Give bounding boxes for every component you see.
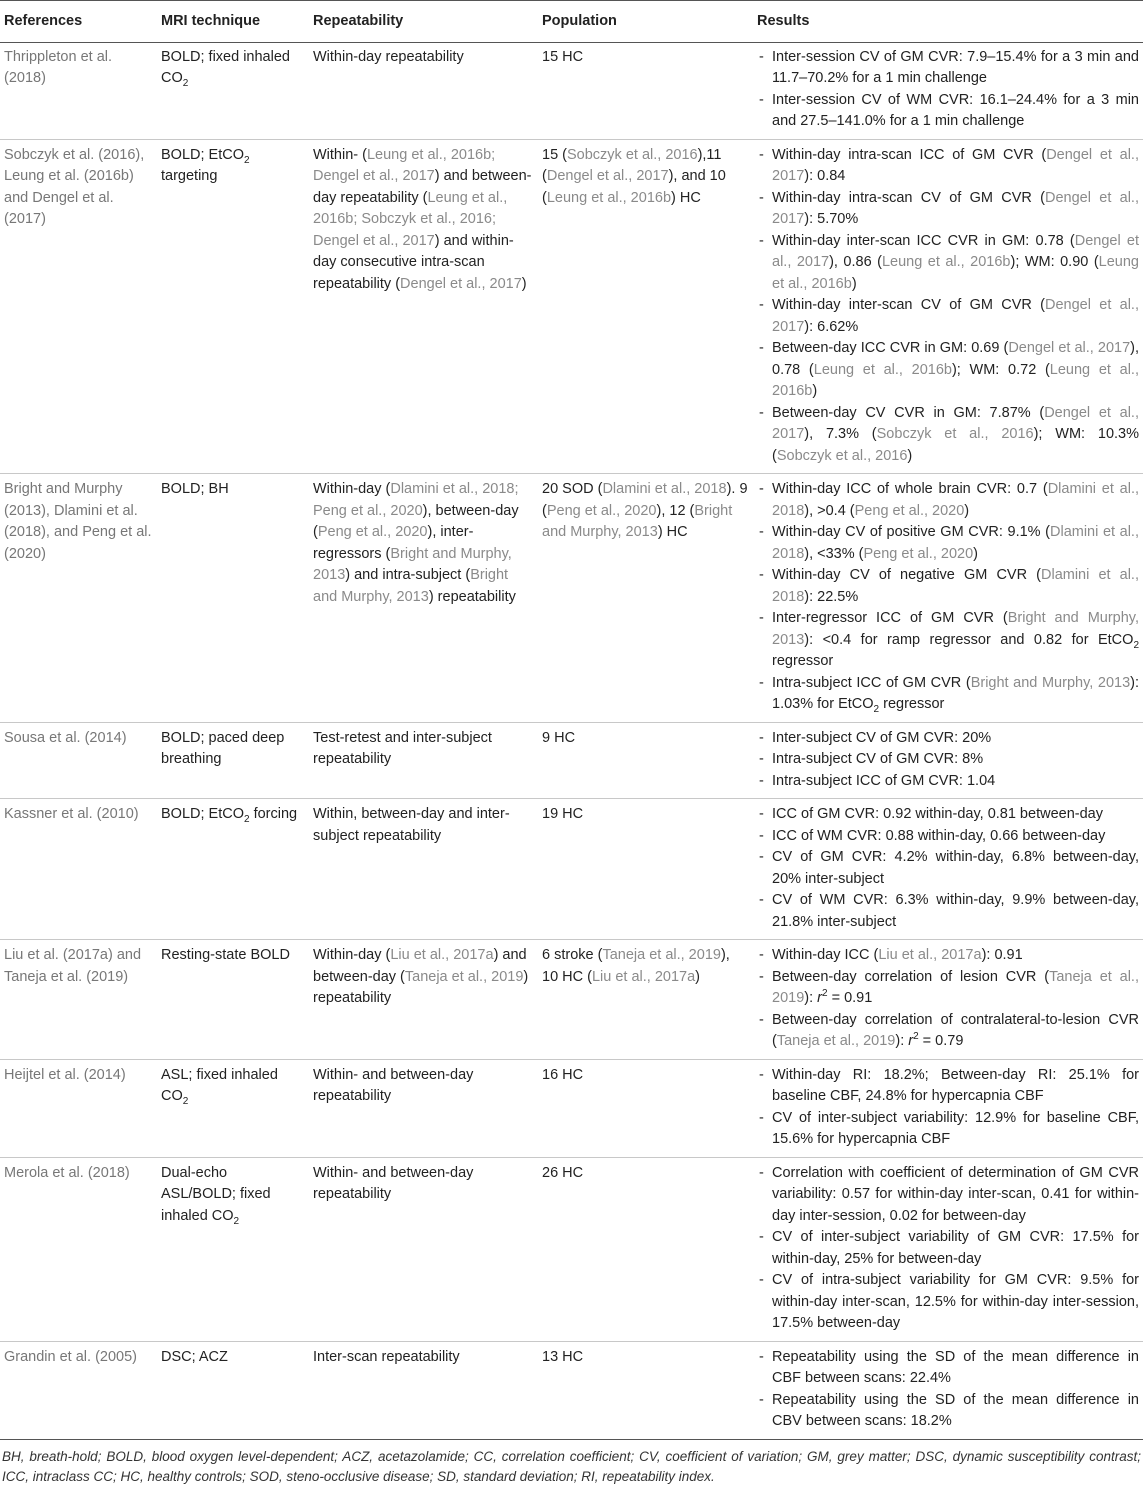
text-segment: CV of inter-subject variability: 12.9% for baseline CBF, 15.6% for hypercapnia CBF [772, 1109, 1139, 1147]
results-list [757, 804, 1139, 933]
text-segment: = 0.91 [827, 990, 873, 1006]
text-segment: Within-day CV of negative GM CVR ( [772, 567, 1041, 583]
cell-population [538, 139, 753, 474]
text-segment: Inter-regressor ICC of GM CVR ( [772, 610, 1008, 626]
citation-link[interactable]: Leung et al., 2016b; Sobczyk et al., 2016; Dengel et al., 2017 [313, 189, 508, 249]
text-segment: ) repeatability [313, 968, 529, 1006]
italic-symbol: r [908, 1033, 914, 1049]
citation-link[interactable]: Liu et al., 2017a [591, 968, 696, 985]
citation-link[interactable]: Peng et al., 2020 [546, 502, 657, 519]
text-segment: 6 stroke ( [542, 947, 603, 963]
text-segment: ) [851, 275, 857, 292]
cell-mri-technique [157, 1059, 309, 1157]
text-segment: Within-day RI: 18.2%; Between-day RI: 25.1% for baseline CBF, 24.8% for hypercapnia CBF [772, 1066, 1139, 1104]
cell-results [753, 799, 1143, 940]
text-segment: 15 ( [542, 146, 567, 163]
text-segment: ),11 ( [542, 146, 722, 184]
cell-reference[interactable]: Heijtel et al. (2014) [0, 1059, 157, 1157]
header-results: Results [753, 1, 1143, 43]
result-item [757, 1390, 1139, 1433]
cell-reference[interactable]: Sobczyk et al. (2016), Leung et al. (2016b) and Dengel et al. (2017) [0, 139, 157, 474]
citation-link[interactable]: Dengel et al., 2017 [546, 168, 669, 184]
cell-mri-technique [157, 1157, 309, 1341]
text-segment: Resting-state BOLD [161, 947, 290, 963]
cell-population [538, 940, 753, 1060]
citation-link[interactable]: Dlamini et al., 2018 [772, 524, 1139, 562]
result-item [757, 608, 1139, 673]
results-list [757, 945, 1139, 1053]
text-segment: ): [895, 1033, 909, 1049]
cell-mri-technique [157, 799, 309, 940]
citation-link[interactable]: Dlamini et al., 2018 [772, 567, 1139, 605]
text-segment: BOLD; BH [161, 481, 229, 497]
text-segment: Within-day CV of positive GM CVR: 9.1% ( [772, 524, 1050, 540]
cell-results [753, 1059, 1143, 1157]
cell-reference[interactable]: Bright and Murphy (2013), Dlamini et al. (2018), and Peng et al. (2020) [0, 474, 157, 723]
cell-results [753, 940, 1143, 1060]
text-segment: ): <0.4 for ramp regressor and 0.82 for EtCO [804, 631, 1134, 648]
table-row [0, 799, 1143, 940]
text-segment: 26 HC [542, 1164, 584, 1181]
citation-link[interactable]: Dlamini et al., 2018 [602, 481, 727, 497]
result-item [757, 188, 1139, 231]
text-segment: CV of inter-subject variability of GM CVR: 17.5% for within-day, 25% for between-day [772, 1229, 1139, 1267]
result-item [757, 728, 1139, 750]
table-row [0, 1341, 1143, 1439]
text-segment: Within-day intra-scan ICC of GM CVR ( [772, 146, 1047, 163]
subscript: 2 [1133, 639, 1139, 651]
text-segment: BOLD; fixed inhaled CO [161, 48, 290, 86]
result-item [757, 847, 1139, 890]
text-segment: targeting [161, 168, 218, 184]
citation-link[interactable]: Taneja et al., 2019 [602, 947, 721, 963]
cell-reference[interactable]: Liu et al. (2017a) and Taneja et al. (2019) [0, 940, 157, 1060]
citation-link[interactable]: Taneja et al., 2019 [772, 968, 1139, 1006]
text-segment: Intra-subject ICC of GM CVR: 1.04 [772, 772, 996, 789]
cell-population [538, 1341, 753, 1439]
text-segment: CV of GM CVR: 4.2% within-day, 6.8% between-day, 20% inter-subject [772, 849, 1139, 887]
text-segment: Within- and between-day repeatability [313, 1164, 474, 1202]
cell-repeatability [309, 139, 538, 474]
citation-link[interactable]: Dengel et al., 2017 [772, 297, 1139, 335]
citation-link[interactable]: Dengel et al., 2017 [400, 275, 522, 292]
cell-population [538, 42, 753, 139]
citation-link[interactable]: Peng et al., 2020 [863, 545, 974, 562]
cell-reference[interactable]: Grandin et al. (2005) [0, 1341, 157, 1439]
table-row [0, 42, 1143, 139]
result-item [757, 522, 1139, 565]
text-segment: ) HC [657, 524, 688, 540]
text-segment: ) and between-day ( [313, 947, 527, 985]
text-segment: Within-day inter-scan CV of GM CVR ( [772, 297, 1045, 313]
text-segment: Within- and between-day repeatability [313, 1066, 474, 1104]
text-segment: 19 HC [542, 806, 584, 822]
text-segment: ): 5.70% [804, 211, 859, 227]
text-segment: ), 12 ( [656, 502, 695, 519]
text-segment: Between-day correlation of lesion CVR ( [772, 968, 1050, 985]
text-segment: ); WM: 0.72 ( [951, 361, 1050, 378]
superscript: 2 [913, 1031, 919, 1043]
text-segment: = 0.79 [918, 1033, 964, 1049]
subscript: 2 [244, 154, 250, 166]
text-segment: ) HC [671, 189, 701, 206]
cell-repeatability [309, 722, 538, 799]
cell-results [753, 1157, 1143, 1341]
citation-link[interactable]: Peng et al., 2020 [854, 502, 965, 519]
text-segment: Within- ( [313, 146, 367, 163]
result-item [757, 1270, 1139, 1335]
text-segment: Repeatability using the SD of the mean difference in CBV between scans: 18.2% [772, 1391, 1139, 1429]
result-item [757, 749, 1139, 771]
table-row [0, 722, 1143, 799]
table-row [0, 474, 1143, 723]
citation-link[interactable]: Leung et al., 2016b [772, 254, 1139, 292]
superscript: 2 [822, 988, 828, 1000]
text-segment: ), and 10 ( [542, 168, 726, 206]
text-segment: ICC of WM CVR: 0.88 within-day, 0.66 between-day [772, 827, 1106, 844]
text-segment: ); WM: 0.90 ( [1010, 254, 1099, 270]
text-segment: CV of intra-subject variability for GM CVR: 9.5% for within-day inter-scan, 12.5% for within-day inter-session, 17.5% between-day [772, 1272, 1139, 1331]
text-segment: Correlation with coefficient of determination of GM CVR variability: 0.57 for within-day inter-scan, 0.41 for within-day inter-session, 0.02 for between-day [772, 1164, 1139, 1224]
citation-link[interactable]: Liu et al., 2017a [878, 947, 982, 963]
text-segment: Within-day intra-scan CV of GM CVR ( [772, 189, 1045, 206]
text-segment: Within-day ( [313, 481, 391, 497]
text-segment: forcing [249, 806, 298, 822]
text-segment: ASL; fixed inhaled CO [161, 1066, 278, 1104]
cell-repeatability [309, 42, 538, 139]
cell-population [538, 1059, 753, 1157]
text-segment: ) repeatability [428, 588, 516, 605]
cell-population [538, 1157, 753, 1341]
header-references: References [0, 1, 157, 43]
citation-link[interactable]: Bright and Murphy, 2013 [772, 610, 1139, 648]
table-body [0, 42, 1143, 1439]
result-item [757, 47, 1139, 90]
cell-results [753, 722, 1143, 799]
subscript: 2 [873, 703, 880, 715]
text-segment: Between-day correlation of contralateral-to-lesion CVR ( [772, 1011, 1139, 1049]
citation-link[interactable]: Bright and Murphy, 2013 [313, 545, 512, 583]
result-item [757, 403, 1139, 468]
cell-repeatability [309, 1059, 538, 1157]
subscript: 2 [182, 1095, 189, 1107]
result-item [757, 1108, 1139, 1151]
result-item [757, 771, 1139, 793]
results-list [757, 145, 1139, 468]
table-header [0, 1, 1143, 43]
citation-link[interactable]: Dlamini et al., 2018; Peng et al., 2020 [313, 481, 519, 519]
result-item [757, 804, 1139, 826]
text-segment: Between-day CV CVR in GM: 7.87% ( [772, 404, 1045, 421]
header-population: Population [538, 1, 753, 43]
result-item [757, 565, 1139, 608]
table-row [0, 1059, 1143, 1157]
citation-link[interactable]: Sobczyk et al., 2016 [876, 426, 1034, 442]
result-item [757, 1163, 1139, 1228]
text-segment: ICC of GM CVR: 0.92 within-day, 0.81 between-day [772, 806, 1103, 822]
result-item [757, 295, 1139, 338]
result-item [757, 945, 1139, 967]
text-segment: Intra-subject CV of GM CVR: 8% [772, 751, 984, 767]
text-segment: ), between-day ( [313, 502, 519, 540]
result-item [757, 145, 1139, 188]
text-segment: ) and intra-subject ( [345, 567, 471, 583]
table-footnote: BH, breath-hold; BOLD, blood oxygen level-dependent; ACZ, acetazolamide; CC, correlation coefficient; CV, coefficient of variation; GM, grey matter; DSC, dynamic susceptibility contrast; ICC, intraclass CC; HC, healthy controls; SOD, steno-occlusive disease; SD, standard deviation; RI, repeatability index. [2, 1448, 1141, 1484]
header-row [0, 1, 1143, 43]
cell-population [538, 799, 753, 940]
citation-link[interactable]: Leung et al., 2016b [813, 361, 952, 378]
citation-link[interactable]: Dengel et al., 2017 [772, 189, 1139, 227]
citation-link[interactable]: Dengel et al., 2017 [772, 232, 1139, 270]
citation-link[interactable]: Dengel et al., 2017 [772, 404, 1139, 442]
text-segment: ). 9 ( [542, 481, 748, 519]
text-segment: Inter-session CV of WM CVR: 16.1–24.4% for a 3 min and 27.5–141.0% for a 1 min challenge [772, 91, 1139, 129]
cell-repeatability [309, 940, 538, 1060]
text-segment: Intra-subject ICC of GM CVR ( [772, 674, 971, 691]
citation-link[interactable]: Leung et al., 2016b [546, 189, 672, 206]
result-item [757, 1227, 1139, 1270]
citation-link[interactable]: Sobczyk et al., 2016 [567, 146, 698, 163]
cell-reference[interactable]: Thrippleton et al. (2018) [0, 42, 157, 139]
text-segment: ), 7.3% ( [804, 426, 877, 442]
text-segment: ) [521, 275, 527, 292]
result-item [757, 890, 1139, 933]
citation-link[interactable]: Dlamini et al., 2018 [772, 481, 1139, 519]
text-segment: ) [907, 447, 913, 464]
cell-repeatability [309, 1341, 538, 1439]
text-segment: Inter-subject CV of GM CVR: 20% [772, 729, 992, 746]
cell-repeatability [309, 1157, 538, 1341]
text-segment: ); WM: 10.3% ( [772, 426, 1139, 464]
cell-mri-technique [157, 474, 309, 723]
cell-results [753, 42, 1143, 139]
cell-results [753, 1341, 1143, 1439]
text-segment: 15 HC [542, 48, 584, 65]
text-segment: BOLD; EtCO [161, 806, 244, 822]
result-item [757, 479, 1139, 522]
text-segment: Within-day ICC of whole brain CVR: 0.7 ( [772, 481, 1048, 497]
citation-link[interactable]: Peng et al., 2020 [317, 524, 428, 540]
text-segment: Within-day repeatability [313, 48, 464, 65]
cell-mri-technique [157, 940, 309, 1060]
text-segment: Within, between-day and inter-subject repeatability [313, 806, 510, 844]
citation-link[interactable]: Taneja et al., 2019 [776, 1033, 896, 1049]
text-segment: ): 0.91 [981, 947, 1023, 963]
result-item [757, 338, 1139, 403]
cell-mri-technique [157, 722, 309, 799]
text-segment: Within-day ( [313, 947, 391, 963]
text-segment: ), 0.78 ( [772, 340, 1139, 378]
table-row [0, 139, 1143, 474]
text-segment: ): 1.03% for EtCO [772, 674, 1139, 712]
citation-link[interactable]: Leung et al., 2016b [881, 254, 1011, 270]
text-segment: ): [804, 990, 818, 1006]
results-list [757, 1347, 1139, 1433]
text-segment: Test-retest and inter-subject repeatability [313, 729, 492, 767]
header-mri-technique: MRI technique [157, 1, 309, 43]
text-segment: ): 0.84 [804, 168, 846, 184]
text-segment: ), inter-regressors ( [313, 524, 474, 562]
subscript: 2 [182, 77, 189, 89]
citation-link[interactable]: Dengel et al., 2017 [1008, 340, 1131, 356]
text-segment: ), 0.86 ( [829, 254, 882, 270]
cell-repeatability [309, 799, 538, 940]
citation-link[interactable]: Bright and Murphy, 2013 [970, 674, 1131, 691]
results-list [757, 728, 1139, 793]
results-list [757, 47, 1139, 133]
text-segment: ) and between-day repeatability ( [313, 168, 532, 206]
result-item [757, 967, 1139, 1010]
subscript: 2 [233, 1215, 240, 1227]
text-segment: regressor [772, 653, 834, 669]
text-segment: Within-day ICC ( [772, 947, 879, 963]
table-row [0, 940, 1143, 1060]
cell-reference[interactable]: Sousa et al. (2014) [0, 722, 157, 799]
cell-mri-technique [157, 1341, 309, 1439]
citation-link[interactable]: Bright and Murphy, 2013 [313, 567, 509, 605]
cell-repeatability [309, 474, 538, 723]
text-segment: BOLD; EtCO [161, 146, 244, 163]
results-list [757, 1163, 1139, 1335]
cell-population [538, 474, 753, 723]
text-segment: ) [695, 968, 701, 985]
results-list [757, 1065, 1139, 1151]
text-segment: ) [812, 383, 818, 399]
text-segment: ), >0.4 ( [804, 502, 855, 519]
text-segment: CV of WM CVR: 6.3% within-day, 9.9% between-day, 21.8% inter-subject [772, 892, 1139, 930]
text-segment: BOLD; paced deep breathing [161, 729, 285, 767]
cell-reference[interactable]: Merola et al. (2018) [0, 1157, 157, 1341]
text-segment: 9 HC [542, 729, 576, 746]
citation-link[interactable]: Leung et al., 2016b; Dengel et al., 2017 [313, 146, 496, 184]
results-list [757, 479, 1139, 716]
table-row [0, 1157, 1143, 1341]
text-segment: ) and within-day consecutive intra-scan repeatability ( [313, 232, 514, 292]
italic-symbol: r [817, 990, 822, 1006]
result-item [757, 1065, 1139, 1108]
citation-link[interactable]: Dengel et al., 2017 [772, 146, 1139, 184]
citation-link[interactable]: Leung et al., 2016b [772, 361, 1139, 399]
cell-mri-technique [157, 139, 309, 474]
text-segment: Inter-session CV of GM CVR: 7.9–15.4% for a 3 min and 11.7–70.2% for a 1 min challenge [772, 48, 1139, 86]
text-segment: Between-day ICC CVR in GM: 0.69 ( [772, 340, 1009, 356]
cell-reference[interactable]: Kassner et al. (2010) [0, 799, 157, 940]
cell-results [753, 139, 1143, 474]
result-item [757, 1347, 1139, 1390]
result-item [757, 1010, 1139, 1053]
cell-mri-technique [157, 42, 309, 139]
cell-results [753, 474, 1143, 723]
text-segment: 16 HC [542, 1066, 584, 1083]
text-segment: ): 6.62% [804, 318, 859, 335]
text-segment: Repeatability using the SD of the mean difference in CBF between scans: 22.4% [772, 1348, 1139, 1386]
text-segment: Dual-echo ASL/BOLD; fixed inhaled CO [161, 1164, 271, 1224]
header-repeatability: Repeatability [309, 1, 538, 43]
result-item [757, 231, 1139, 296]
text-segment: DSC; ACZ [161, 1348, 228, 1365]
text-segment: Inter-scan repeatability [313, 1348, 460, 1365]
subscript: 2 [244, 813, 250, 825]
cell-population [538, 722, 753, 799]
citation-link[interactable]: Taneja et al., 2019 [404, 968, 524, 985]
citation-link[interactable]: Liu et al., 2017a [390, 947, 494, 963]
text-segment: ) [973, 545, 978, 562]
text-segment: 20 SOD ( [542, 481, 603, 497]
result-item [757, 90, 1139, 133]
text-segment: 13 HC [542, 1348, 584, 1365]
result-item [757, 673, 1139, 716]
text-segment: Within-day inter-scan ICC CVR in GM: 0.78 ( [772, 232, 1075, 249]
result-item [757, 826, 1139, 848]
text-segment: ) [964, 502, 970, 519]
text-segment: ), 10 HC ( [542, 947, 730, 985]
text-segment: ), <33% ( [804, 545, 864, 562]
citation-link[interactable]: Bright and Murphy, 2013 [542, 502, 733, 540]
text-segment: regressor [879, 696, 945, 712]
text-segment: ): 22.5% [804, 588, 859, 605]
citation-link[interactable]: Sobczyk et al., 2016 [776, 447, 908, 464]
